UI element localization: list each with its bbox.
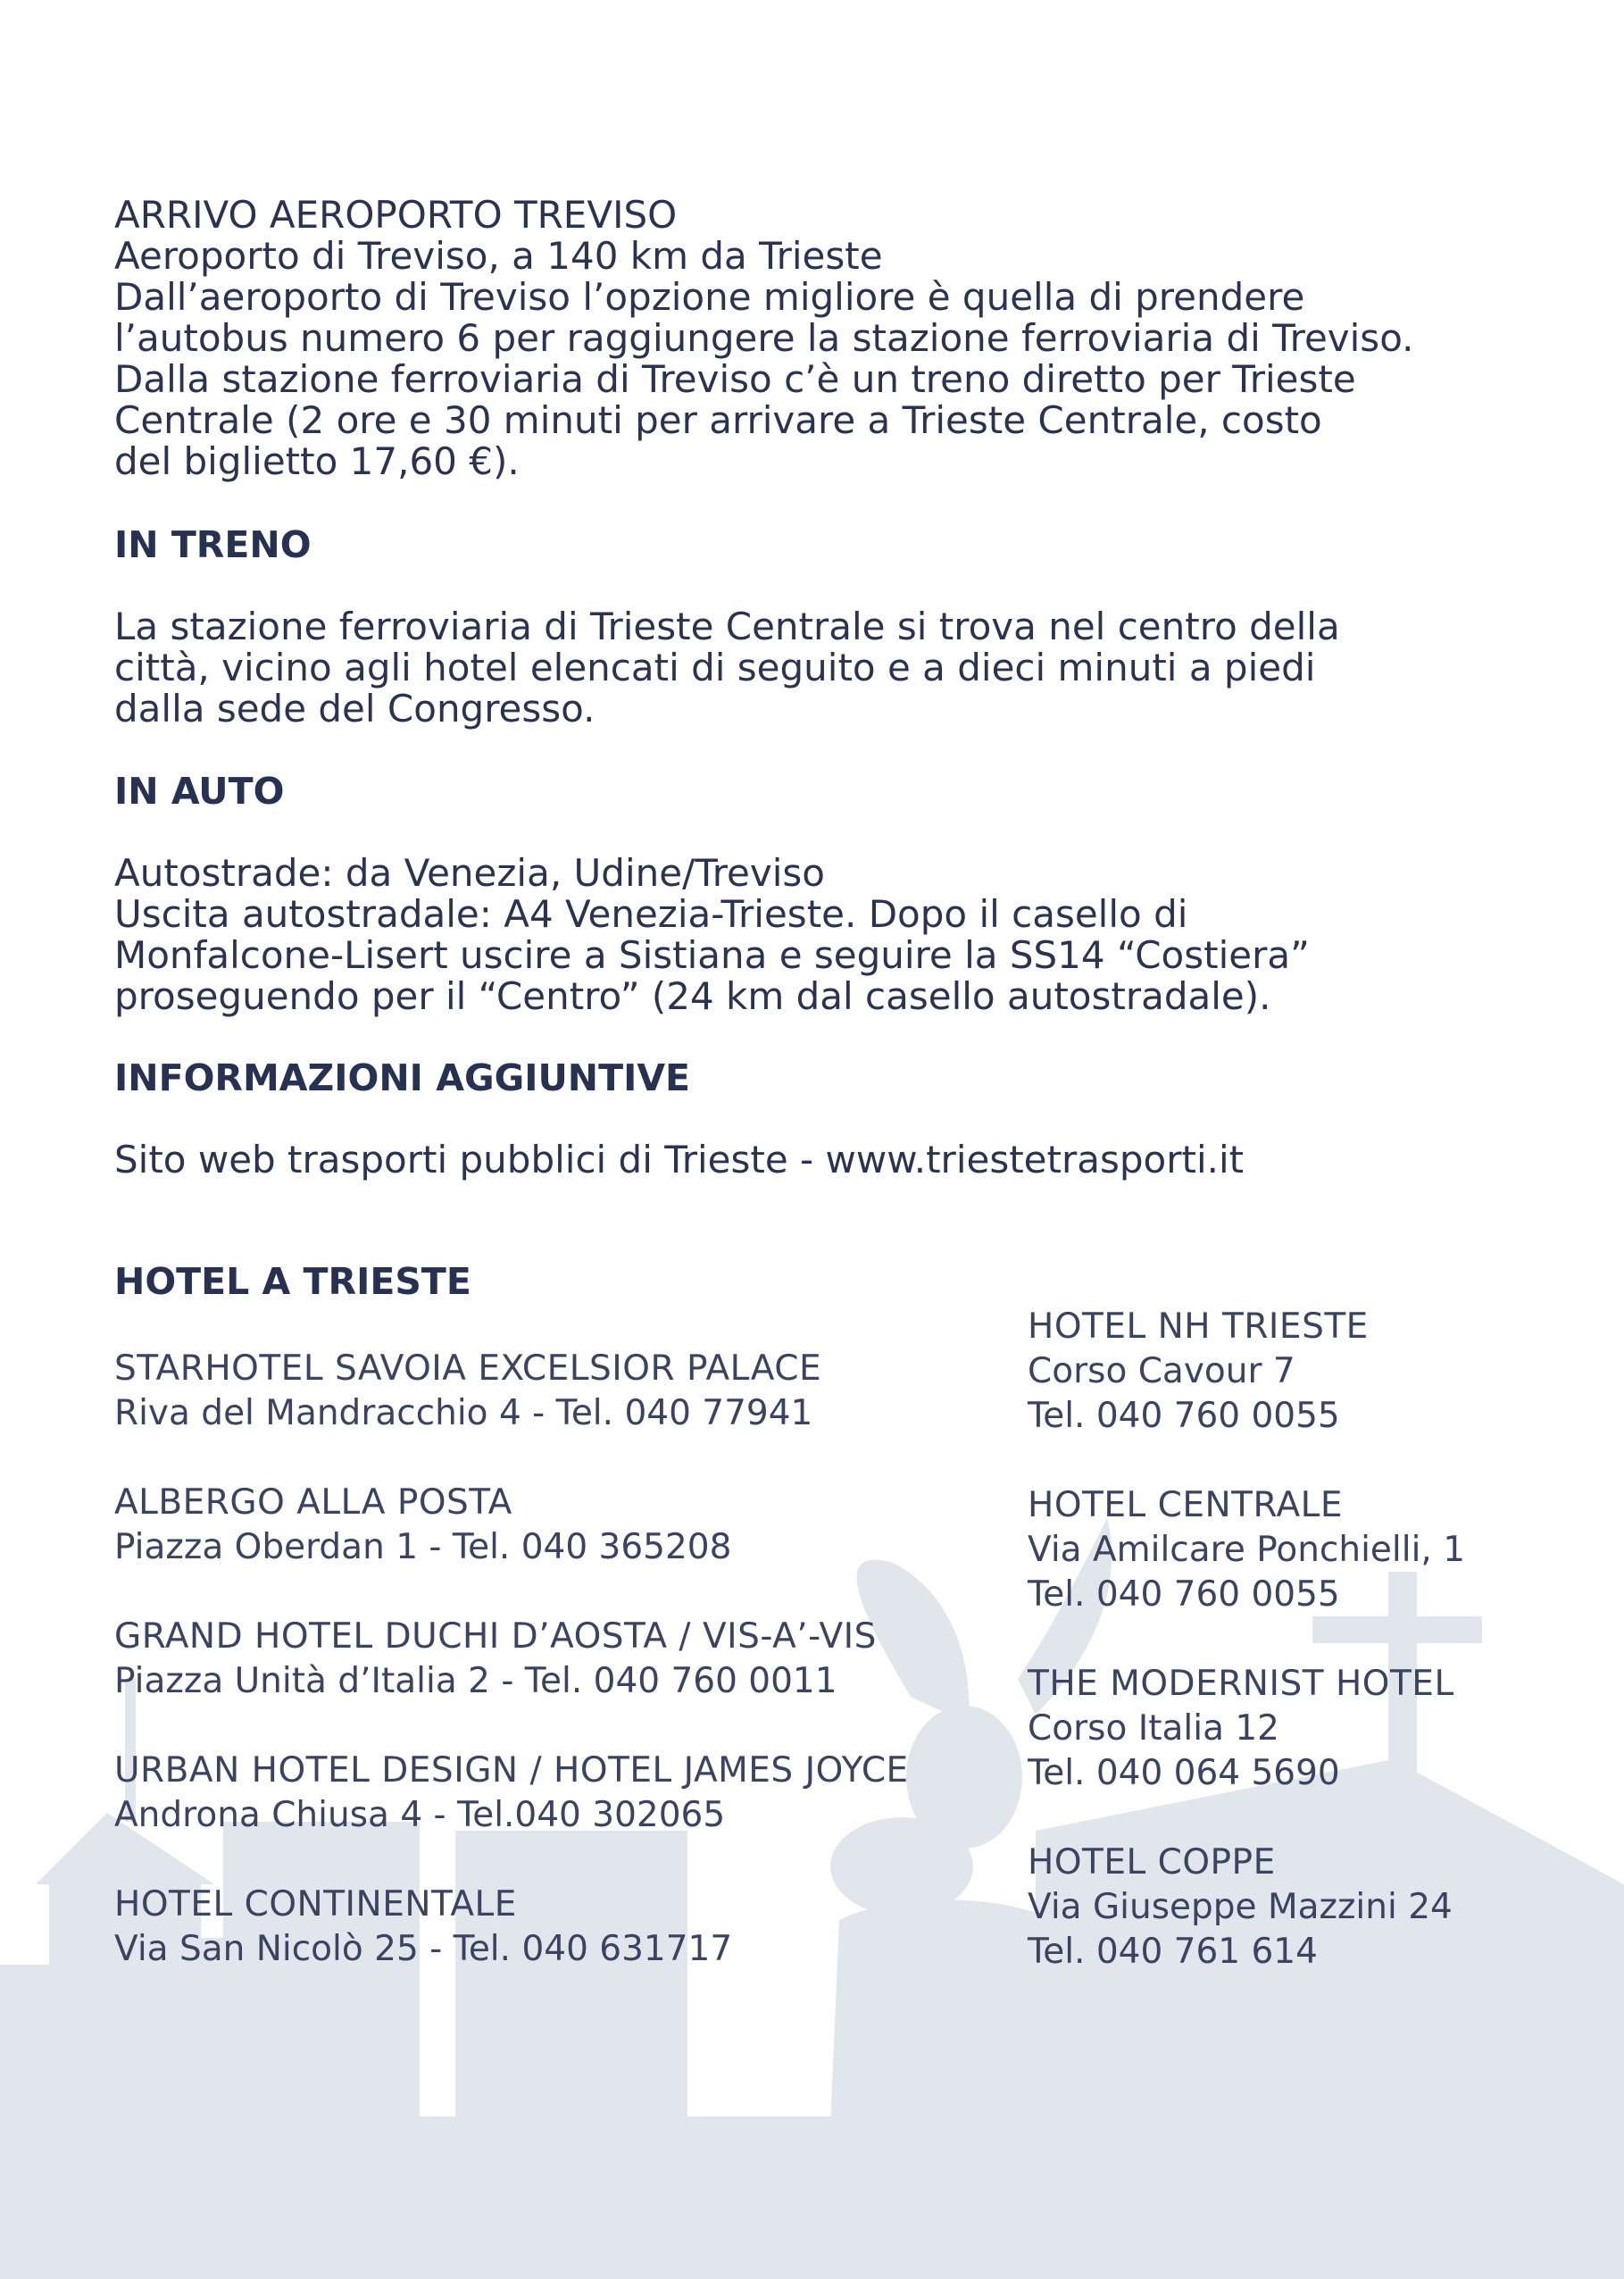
text-line: Centrale (2 ore e 30 minuti per arrivare a Trieste Centrale, costo [114, 398, 1322, 442]
hotel-entry [1028, 1305, 1369, 1439]
text-line: Autostrade: da Venezia, Udine/Treviso [114, 851, 825, 895]
transport-website-text: Sito web trasporti pubblici di Trieste - www.triestetrasporti.it [114, 1138, 1245, 1181]
hotel-name: STARHOTEL SAVOIA EXCELSIOR PALACE [114, 1348, 822, 1389]
hotel-name: HOTEL NH TRIESTE [1028, 1306, 1369, 1347]
hotels-heading: HOTEL A TRIESTE [114, 1260, 471, 1303]
hotel-entry [114, 1347, 821, 1436]
text-line: del biglietto 17,60 €). [114, 439, 520, 483]
text-line: città, vicino agli hotel elencati di seguito e a dieci minuti a piedi [114, 646, 1316, 689]
train-section [114, 606, 1340, 730]
hotel-address: Androna Chiusa 4 - Tel.040 302065 [114, 1795, 726, 1835]
hotel-name: GRAND HOTEL DUCHI D’AOSTA / VIS-A’-VIS [114, 1616, 877, 1657]
hotel-name: HOTEL CENTRALE [1028, 1485, 1344, 1525]
hotel-entry [114, 1749, 909, 1838]
info-section [114, 1140, 1244, 1181]
hotel-address: Corso Italia 12 [1028, 1708, 1279, 1749]
hotel-address: Piazza Oberdan 1 - Tel. 040 365208 [114, 1527, 732, 1567]
hotel-address: Corso Cavour 7 [1028, 1351, 1295, 1391]
text-line: l’autobus numero 6 per raggiungere la stazione ferroviaria di Treviso. [114, 316, 1414, 360]
hotel-entry [1028, 1841, 1453, 1974]
hotel-address: Piazza Unità d’Italia 2 - Tel. 040 760 0011 [114, 1661, 837, 1701]
text-line: Monfalcone-Lisert uscire a Sistiana e seguire la SS14 “Costiera” [114, 933, 1310, 977]
hotel-phone: Tel. 040 064 5690 [1028, 1753, 1340, 1793]
car-section [114, 853, 1310, 1017]
text-line: dalla sede del Congresso. [114, 687, 595, 730]
text-line: Uscita autostradale: A4 Venezia-Trieste. Dopo il casello di [114, 892, 1188, 936]
hotel-address: Via Amilcare Ponchielli, 1 [1028, 1530, 1466, 1570]
hotel-phone: Tel. 040 761 614 [1028, 1932, 1318, 1972]
text-line: Dalla stazione ferroviaria di Treviso c’è un treno diretto per Trieste [114, 357, 1356, 401]
text-line: Aeroporto di Treviso, a 140 km da Trieste [114, 234, 883, 278]
text-line: Dall’aeroporto di Treviso l’opzione migliore è quella di prendere [114, 275, 1305, 319]
hotel-name: THE MODERNIST HOTEL [1028, 1664, 1454, 1704]
hotel-entry [114, 1882, 732, 1972]
hotel-name: HOTEL CONTINENTALE [114, 1884, 517, 1924]
hotel-entry [114, 1481, 731, 1570]
hotel-phone: Tel. 040 760 0055 [1028, 1574, 1340, 1615]
airport-treviso-section [114, 195, 1414, 482]
hotel-address: Riva del Mandracchio 4 - Tel. 040 77941 [114, 1393, 813, 1433]
hotel-address: Via San Nicolò 25 - Tel. 040 631717 [114, 1929, 733, 1969]
hotel-name: HOTEL COPPE [1028, 1842, 1276, 1882]
hotel-phone: Tel. 040 760 0055 [1028, 1396, 1340, 1436]
hotel-address: Via Giuseppe Mazzini 24 [1028, 1887, 1453, 1927]
hotel-name: ALBERGO ALLA POSTA [114, 1482, 512, 1523]
hotel-name: URBAN HOTEL DESIGN / HOTEL JAMES JOYCE [114, 1750, 909, 1791]
car-heading: IN AUTO [114, 770, 285, 813]
text-line: proseguendo per il “Centro” (24 km dal casello autostradale). [114, 974, 1271, 1018]
text-line: La stazione ferroviaria di Trieste Centrale si trova nel centro della [114, 605, 1340, 648]
info-heading: INFORMAZIONI AGGIUNTIVE [114, 1056, 691, 1099]
hotel-entry [1028, 1483, 1465, 1617]
hotel-entry [114, 1615, 877, 1704]
airport-treviso-title: ARRIVO AEROPORTO TREVISO [114, 193, 678, 237]
hotel-entry [1028, 1662, 1454, 1796]
train-heading: IN TRENO [114, 523, 312, 566]
